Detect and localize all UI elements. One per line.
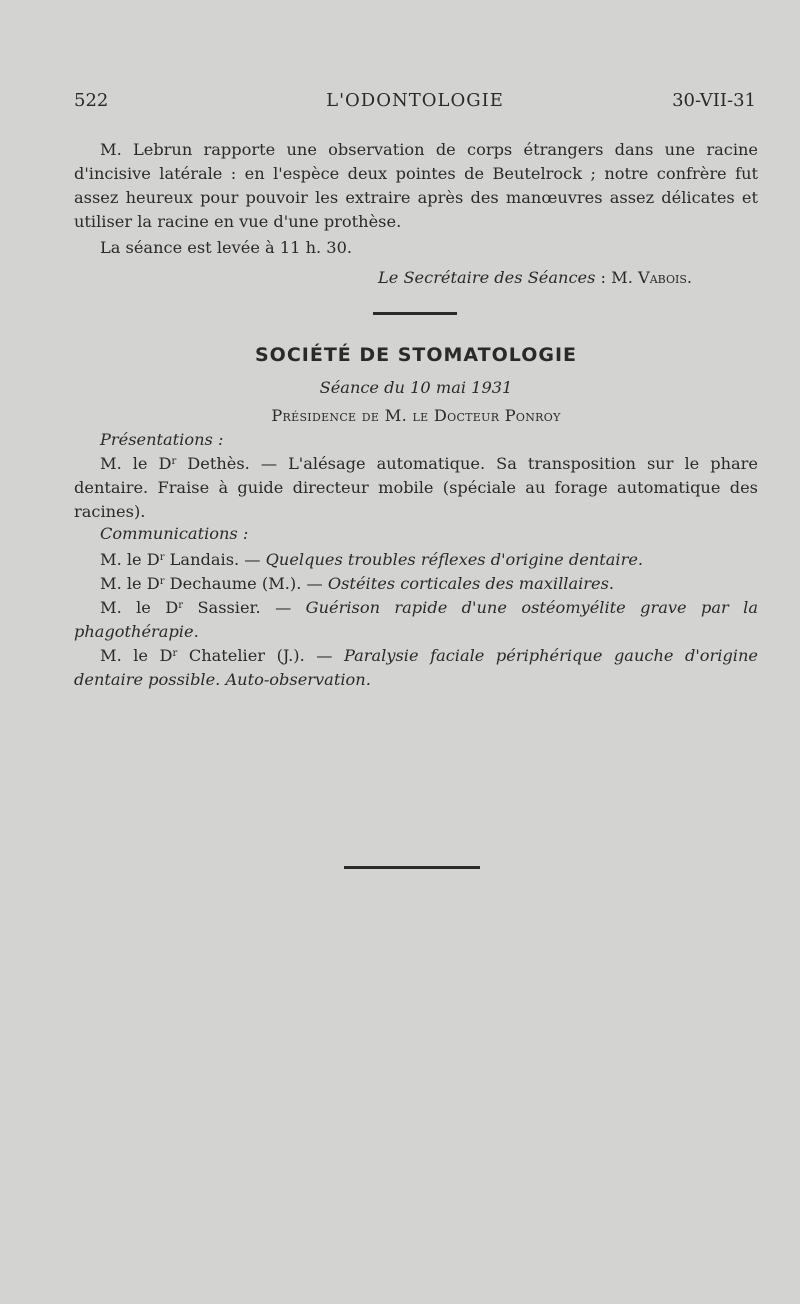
presentation-entry: [74, 452, 758, 524]
entry-sup: r: [171, 456, 177, 467]
secretary-signature: [74, 266, 692, 290]
entry-name: Landais. —: [164, 550, 266, 569]
closing-paragraph: La séance est levée à 11 h. 30.: [100, 238, 353, 257]
entry-name: Dechaume (M.). —: [164, 574, 328, 593]
lebrun-paragraph: M. Lebrun rapporte une observation de corps étrangers dans une racine d'incisive latérale : en l'espèce deux pointes de Beutelrock ; notre confrère fut assez heureux pour pouvoir les extraire après des manœuvres assez délicates et utiliser la racine en vue d'une prothèse.: [74, 140, 758, 231]
entry-name: Sassier. —: [183, 598, 306, 617]
end-divider: [344, 866, 480, 869]
entry-title: Quelques troubles réflexes d'origine dentaire.: [265, 550, 644, 569]
page-number: 522: [74, 90, 109, 111]
entry-prefix: M. le D: [100, 598, 179, 617]
running-header: [74, 90, 756, 116]
communication-entry: [74, 548, 758, 572]
entry-sup: r: [159, 552, 165, 563]
presidency-line: Présidence de M. le Docteur Ponroy: [271, 406, 561, 425]
journal-title: L'ODONTOLOGIE: [326, 90, 504, 111]
session-date: Séance du 10 mai 1931: [319, 378, 513, 397]
entry-sup: r: [172, 648, 178, 659]
communication-entry: [74, 644, 758, 692]
communications-label: Communications :: [100, 524, 249, 543]
communication-entry: [74, 572, 758, 596]
entry-name: Chatelier (J.). —: [177, 646, 344, 665]
entry-prefix: M. le D: [100, 550, 160, 569]
entry-prefix: M. le D: [100, 574, 160, 593]
entry-title: Ostéites corticales des maxillaires.: [327, 574, 615, 593]
section-heading: SOCIÉTÉ DE STOMATOLOGIE: [254, 344, 578, 366]
communication-entry: [74, 596, 758, 644]
signature-role: Le Secrétaire des Séances: [377, 268, 596, 287]
entry-title: Guérison rapide d'une ostéomyélite grave par la phagothérapie.: [74, 598, 758, 641]
signature-name: Vabois.: [638, 268, 692, 287]
presentations-label: Présentations :: [100, 430, 224, 449]
section-divider: [373, 312, 457, 315]
entry-text: L'alésage automatique. Sa transposition sur le phare dentaire. Fraise à guide directeur mobile (spéciale au forage automatique des racines).: [74, 454, 759, 521]
entry-title: Paralysie faciale périphérique gauche d'origine dentaire possible. Auto-observation.: [74, 646, 758, 689]
entry-sup: r: [178, 600, 184, 611]
signature-separator: : M.: [595, 268, 639, 287]
issue-date: 30-VII-31: [672, 90, 756, 111]
entry-sup: r: [159, 576, 165, 587]
entry-prefix: M. le D: [100, 646, 173, 665]
entry-prefix: M. le D: [100, 454, 172, 473]
entry-name: Dethès. —: [176, 454, 289, 473]
